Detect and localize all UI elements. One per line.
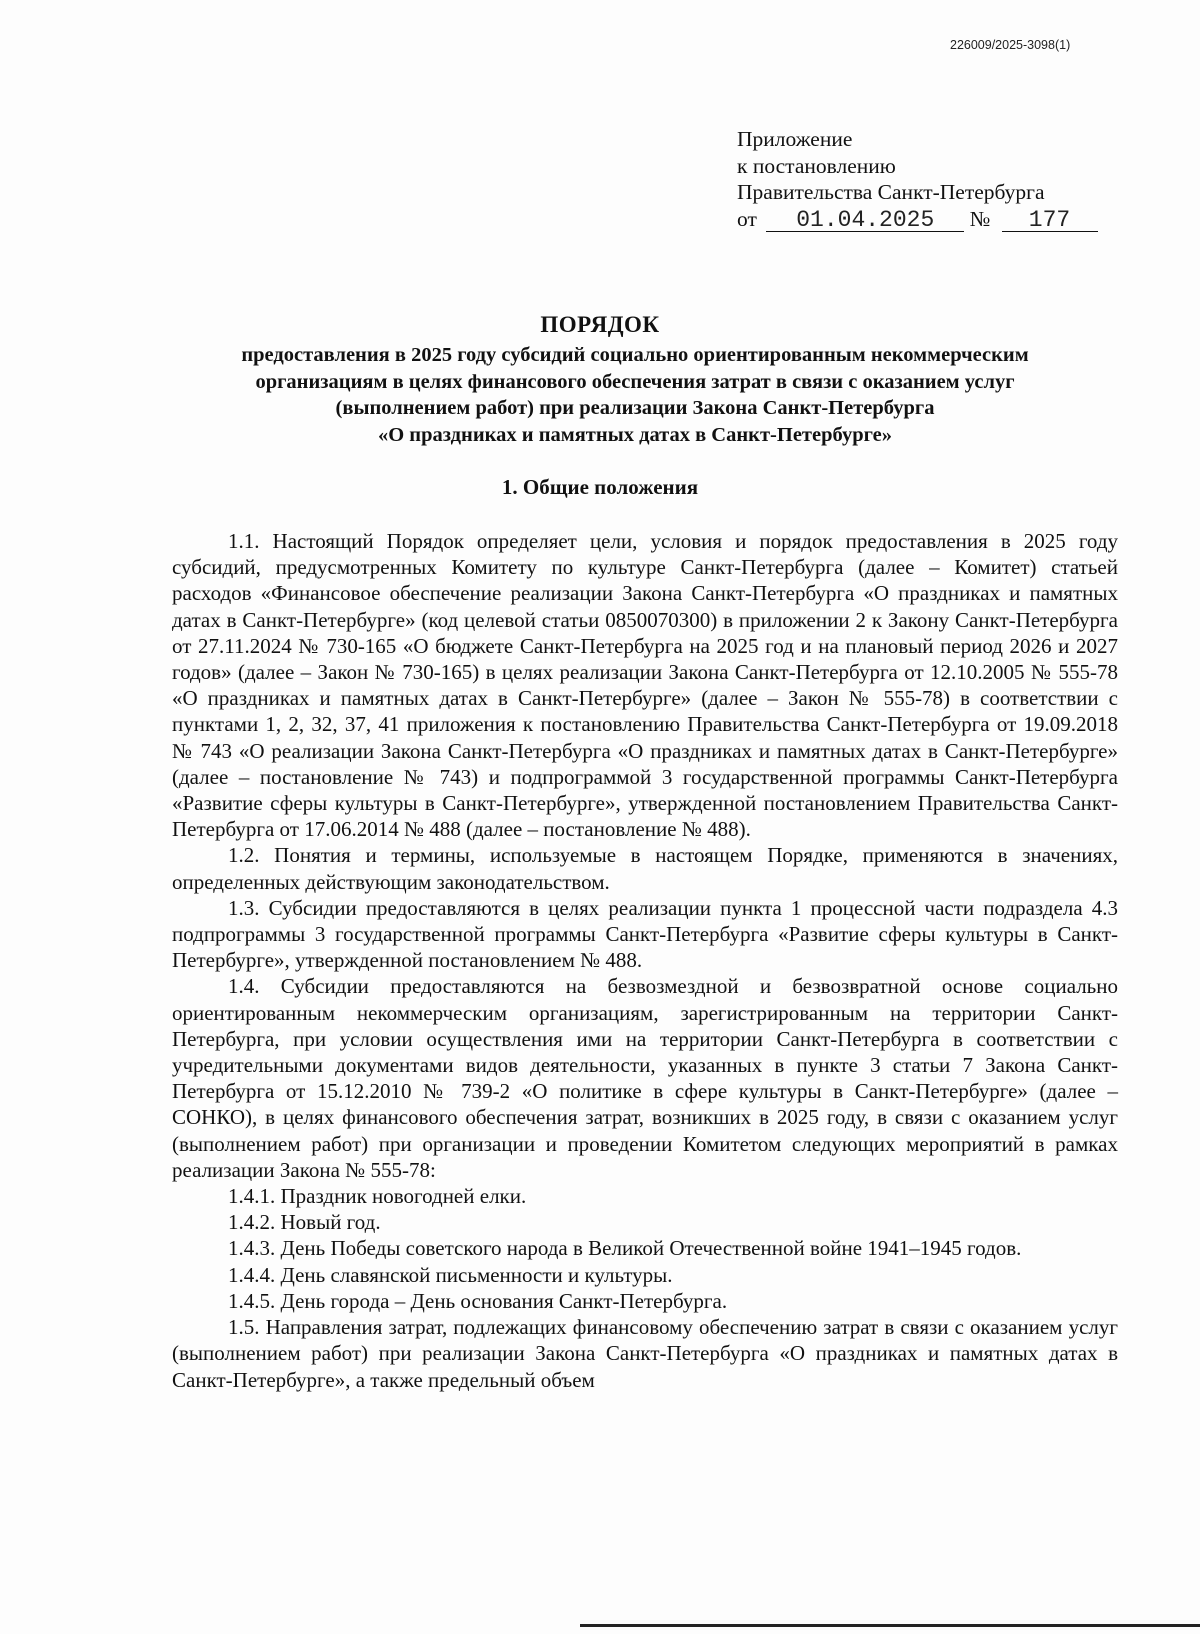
paragraph-1-1: 1.1. Настоящий Порядок определяет цели, условия и порядок предоставления в 2025 году субсидий, предусмотренных Комитету по культуре Санкт-Петербурга (далее – Комитет) статьей расходов «Финансовое обеспечение реализации Закона Санкт-Петербурга «О праздниках и памятных датах в Санкт-Петербурге» (код целевой статьи 0850070300) в приложении 2 к Закону Санкт-Петербурга от 27.11.2024 № 730-165 «О бюджете Санкт-Петербурга на 2025 год и на плановый период 2026 и 2027 годов» (далее – Закон № 730-165) в целях реализации Закона Санкт-Петербурга от 12.10.2005 № 555-78 «О праздниках и памятных датах в Санкт-Петербурге» (далее – Закон № 555-78) в соответствии с пунктами 1, 2, 32, 37, 41 приложения к постановлению Правительства Санкт-Петербурга от 19.09.2018 № 743 «О реализации Закона Санкт-Петербурга «О праздниках и памятных датах в Санкт-Петербурге» (далее – постановление № 743) и подпрограммой 3 государственной программы Санкт-Петербурга «Развитие сферы культуры в Санкт-Петербурге», утвержденной постановлением Правительства Санкт-Петербурга от 17.06.2014 № 488 (далее – постановление № 488). (172, 529, 1118, 842)
appendix-line-3: Правительства Санкт-Петербурга (737, 180, 1045, 204)
date-prefix: от (737, 206, 757, 231)
subtitle-line: (выполнением работ) при реализации Закона Санкт-Петербурга (335, 397, 935, 419)
paragraph-1-3: 1.3. Субсидии предоставляются в целях реализации пункта 1 процессной части подраздела 4.3 подпрограммы 3 государственной программы Санкт-Петербурга «Развитие сферы культуры в Санкт-Петербурге», утвержденной постановлением № 488. (172, 895, 1118, 973)
subtitle-line: предоставления в 2025 году субсидий социально ориентированным некоммерческим (241, 344, 1029, 366)
paragraph-1-4-5: 1.4.5. День города – День основания Санкт-Петербурга. (228, 1288, 728, 1313)
paragraph-1-4-1: 1.4.1. Праздник новогодней елки. (228, 1184, 527, 1209)
document-body (172, 528, 1118, 1393)
section-heading: 1. Общие положения (501, 475, 699, 499)
subtitle-line: организациям в целях финансового обеспечения затрат в связи с оказанием услуг (255, 370, 1015, 393)
resolution-date: 01.04.2025 (766, 209, 964, 232)
number-prefix: № (969, 206, 991, 231)
appendix-block (737, 126, 1098, 232)
appendix-date-line (737, 206, 1098, 233)
paragraph-1-2: 1.2. Понятия и термины, используемые в настоящем Порядке, применяются в значениях, определенных действующим законодательством. (172, 843, 1118, 894)
subtitle-line: «О праздниках и памятных датах в Санкт-Петербурге» (377, 423, 892, 446)
document-title: ПОРЯДОК (540, 312, 660, 337)
paragraph-1-4-3: 1.4.3. День Победы советского народа в Великой Отечественной войне 1941–1945 годов. (228, 1236, 1022, 1261)
appendix-line-1: Приложение (737, 127, 853, 151)
document-subtitle (160, 342, 1110, 448)
paragraph-1-5: 1.5. Направления затрат, подлежащих финансовому обеспечению затрат в связи с оказанием услуг (выполнением работ) при реализации Закона Санкт-Петербурга «О праздниках и памятных датах в Санкт-Петербурге», а также предельный объем (172, 1315, 1118, 1392)
resolution-number: 177 (1002, 209, 1098, 232)
paragraph-1-4: 1.4. Субсидии предоставляются на безвозмездной и безвозвратной основе социально ориентированным некоммерческим организациям, зарегистрированным на территории Санкт-Петербурга, при условии осуществления ими на территории Санкт-Петербурга в соответствии с учредительными документами видов деятельности, указанных в пункте 3 статьи 7 Закона Санкт-Петербурга от 15.12.2010 № 739-2 «О политике в сфере культуры в Санкт-Петербурге» (далее – СОНКО), в целях финансового обеспечения затрат, возникших в 2025 году, в связи с оказанием услуг (выполнением работ) при организации и проведении Комитетом следующих мероприятий в рамках реализации Закона № 555-78: (172, 974, 1118, 1182)
document-registration-number: 226009/2025-3098(1) (950, 38, 1071, 52)
paragraph-1-4-2: 1.4.2. Новый год. (228, 1210, 381, 1235)
scan-edge-line (580, 1624, 1200, 1627)
appendix-line-2: к постановлению (737, 153, 896, 178)
paragraph-1-4-4: 1.4.4. День славянской письменности и культуры. (228, 1262, 673, 1287)
